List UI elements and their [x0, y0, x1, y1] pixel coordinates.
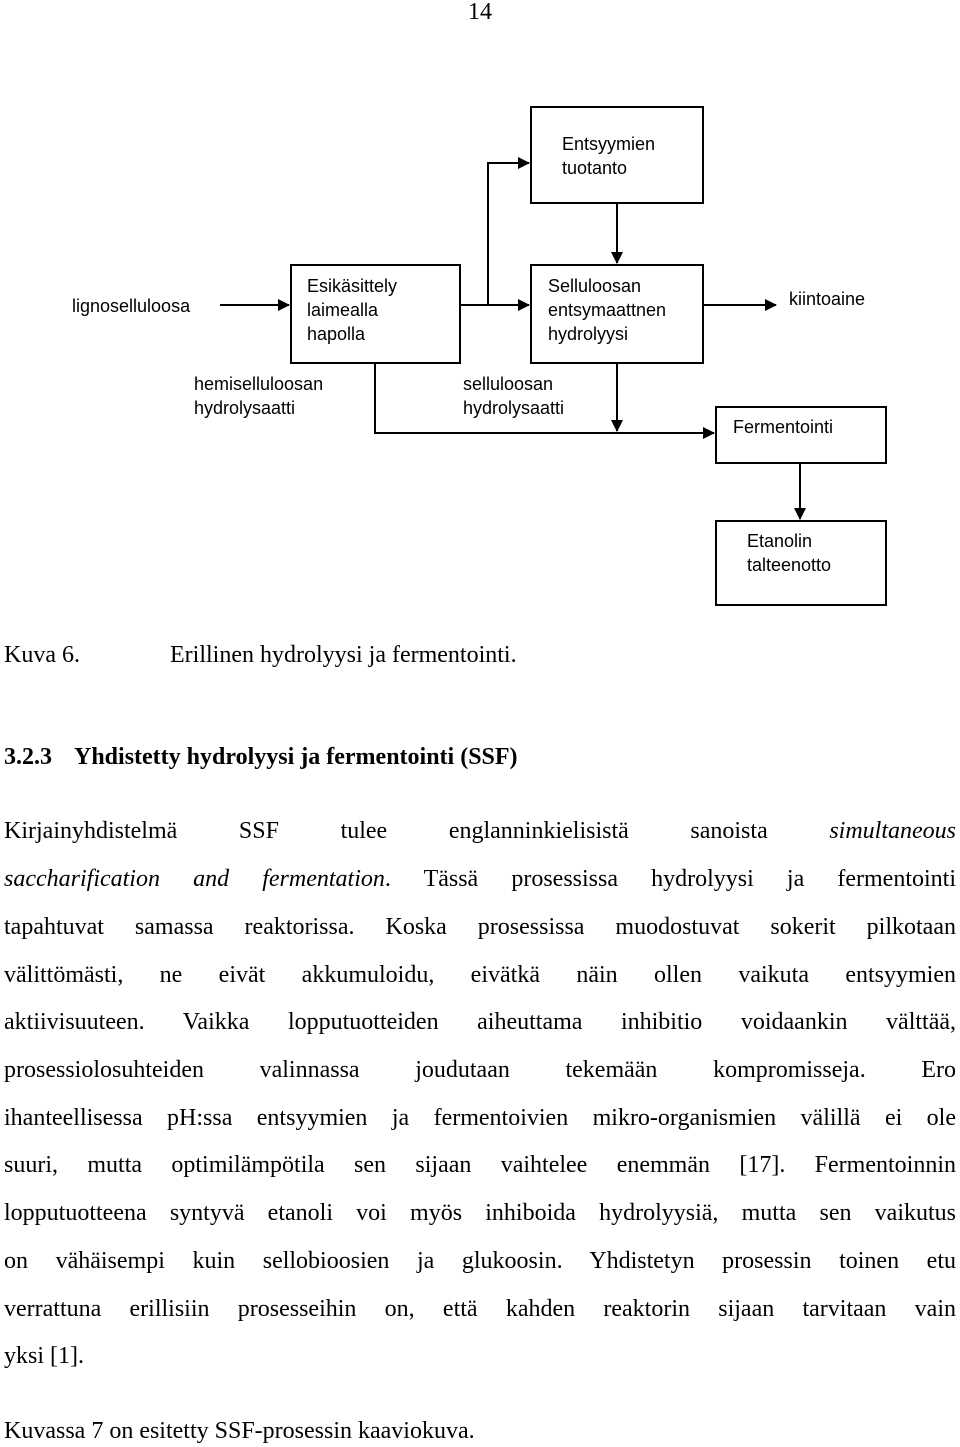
paragraph-line: yksi [1]. [4, 1343, 84, 1369]
node-label-line: hydrolyysi [548, 324, 629, 344]
label-selluloosan-hydrolysaatti: hydrolysaatti [463, 398, 565, 418]
label-hemiselluloosan-hydrolysaatti: hemiselluloosan [194, 374, 324, 394]
text-run: Kirjainyhdistelmä SSF tulee englanninkielisistä sanoista [4, 818, 830, 844]
paragraph-line: prosessiolosuhteiden valinnassa joudutaan tekemään kompromisseja. Ero [4, 1057, 956, 1083]
node-fermentointi [716, 407, 886, 463]
section-number: 3.2.3 [4, 744, 52, 770]
paragraph-line: on vähäisempi kuin sellobioosien ja glukoosin. Yhdistetyn prosessin toinen etu [4, 1248, 956, 1274]
node-esikasittely [291, 265, 460, 363]
text-run-italic: simultaneous [829, 818, 956, 844]
process-flow-diagram [0, 0, 960, 620]
node-selluloosan-hydrolyysi [531, 265, 703, 363]
section-title: Yhdistetty hydrolyysi ja fermentointi (SSF) [74, 744, 518, 770]
node-entsyymien-tuotanto [531, 107, 703, 203]
paragraph-line: välittömästi, ne eivät akkumuloidu, eivätkä näin ollen vaikuta entsyymien [4, 962, 956, 988]
flow-arrow [460, 163, 529, 305]
text-run: . Tässä prosessissa hydrolyysi ja fermentointi [384, 866, 956, 892]
section-heading [4, 742, 518, 772]
node-label-line: Selluloosan [548, 276, 642, 296]
paragraph-line: aktiivisuuteen. Vaikka lopputuotteiden aiheuttama inhibitio voidaankin välttää, [4, 1009, 956, 1035]
final-sentence: Kuvassa 7 on esitetty SSF-prosessin kaaviokuva. [4, 1418, 475, 1444]
label-selluloosan-hydrolysaatti: selluloosan [463, 374, 554, 394]
node-label-line: Fermentointi [733, 417, 834, 437]
caption-label: Kuva 6. [4, 642, 80, 668]
node-label-line: Esikäsittely [307, 276, 398, 296]
paragraph-line: suuri, mutta optimilämpötila sen sijaan vaihtelee enemmän [17]. Fermentoinnin [4, 1152, 956, 1178]
node-label-line: entsymaattnen [548, 300, 667, 320]
caption-text: Erillinen hydrolyysi ja fermentointi. [170, 642, 517, 668]
page-number: 14 [468, 0, 492, 25]
paragraph-line: ihanteellisessa pH:ssa entsyymien ja fermentoivien mikro-organismien välillä ei ole [4, 1105, 956, 1131]
paragraph-line: verrattuna erillisiin prosesseihin on, että kahden reaktorin sijaan tarvitaan vain [4, 1296, 956, 1322]
node-label-line: talteenotto [747, 555, 832, 575]
text-run-italic: saccharification and fermentation [4, 866, 385, 892]
paragraph-line: tapahtuvat samassa reaktorissa. Koska prosessissa muodostuvat sokerit pilkotaan [4, 914, 956, 940]
node-label-line: Entsyymien [562, 134, 656, 154]
label-kiintoaine: kiintoaine [789, 289, 866, 309]
label-hemiselluloosan-hydrolysaatti: hydrolysaatti [194, 398, 296, 418]
figure-caption [4, 640, 517, 670]
node-label-line: tuotanto [562, 158, 628, 178]
node-label-line: Etanolin [747, 531, 813, 551]
node-label-line: hapolla [307, 324, 366, 344]
paragraph-line: lopputuotteena syntyvä etanoli voi myös inhiboida hydrolyysiä, mutta sen vaikutus [4, 1200, 956, 1226]
node-etanolin-talteenotto [716, 521, 886, 605]
node-box [531, 107, 703, 203]
node-label-line: laimealla [307, 300, 379, 320]
paragraph-line [4, 864, 956, 894]
paragraph-line [4, 816, 956, 846]
label-lignoselluloosa: lignoselluloosa [72, 296, 191, 316]
